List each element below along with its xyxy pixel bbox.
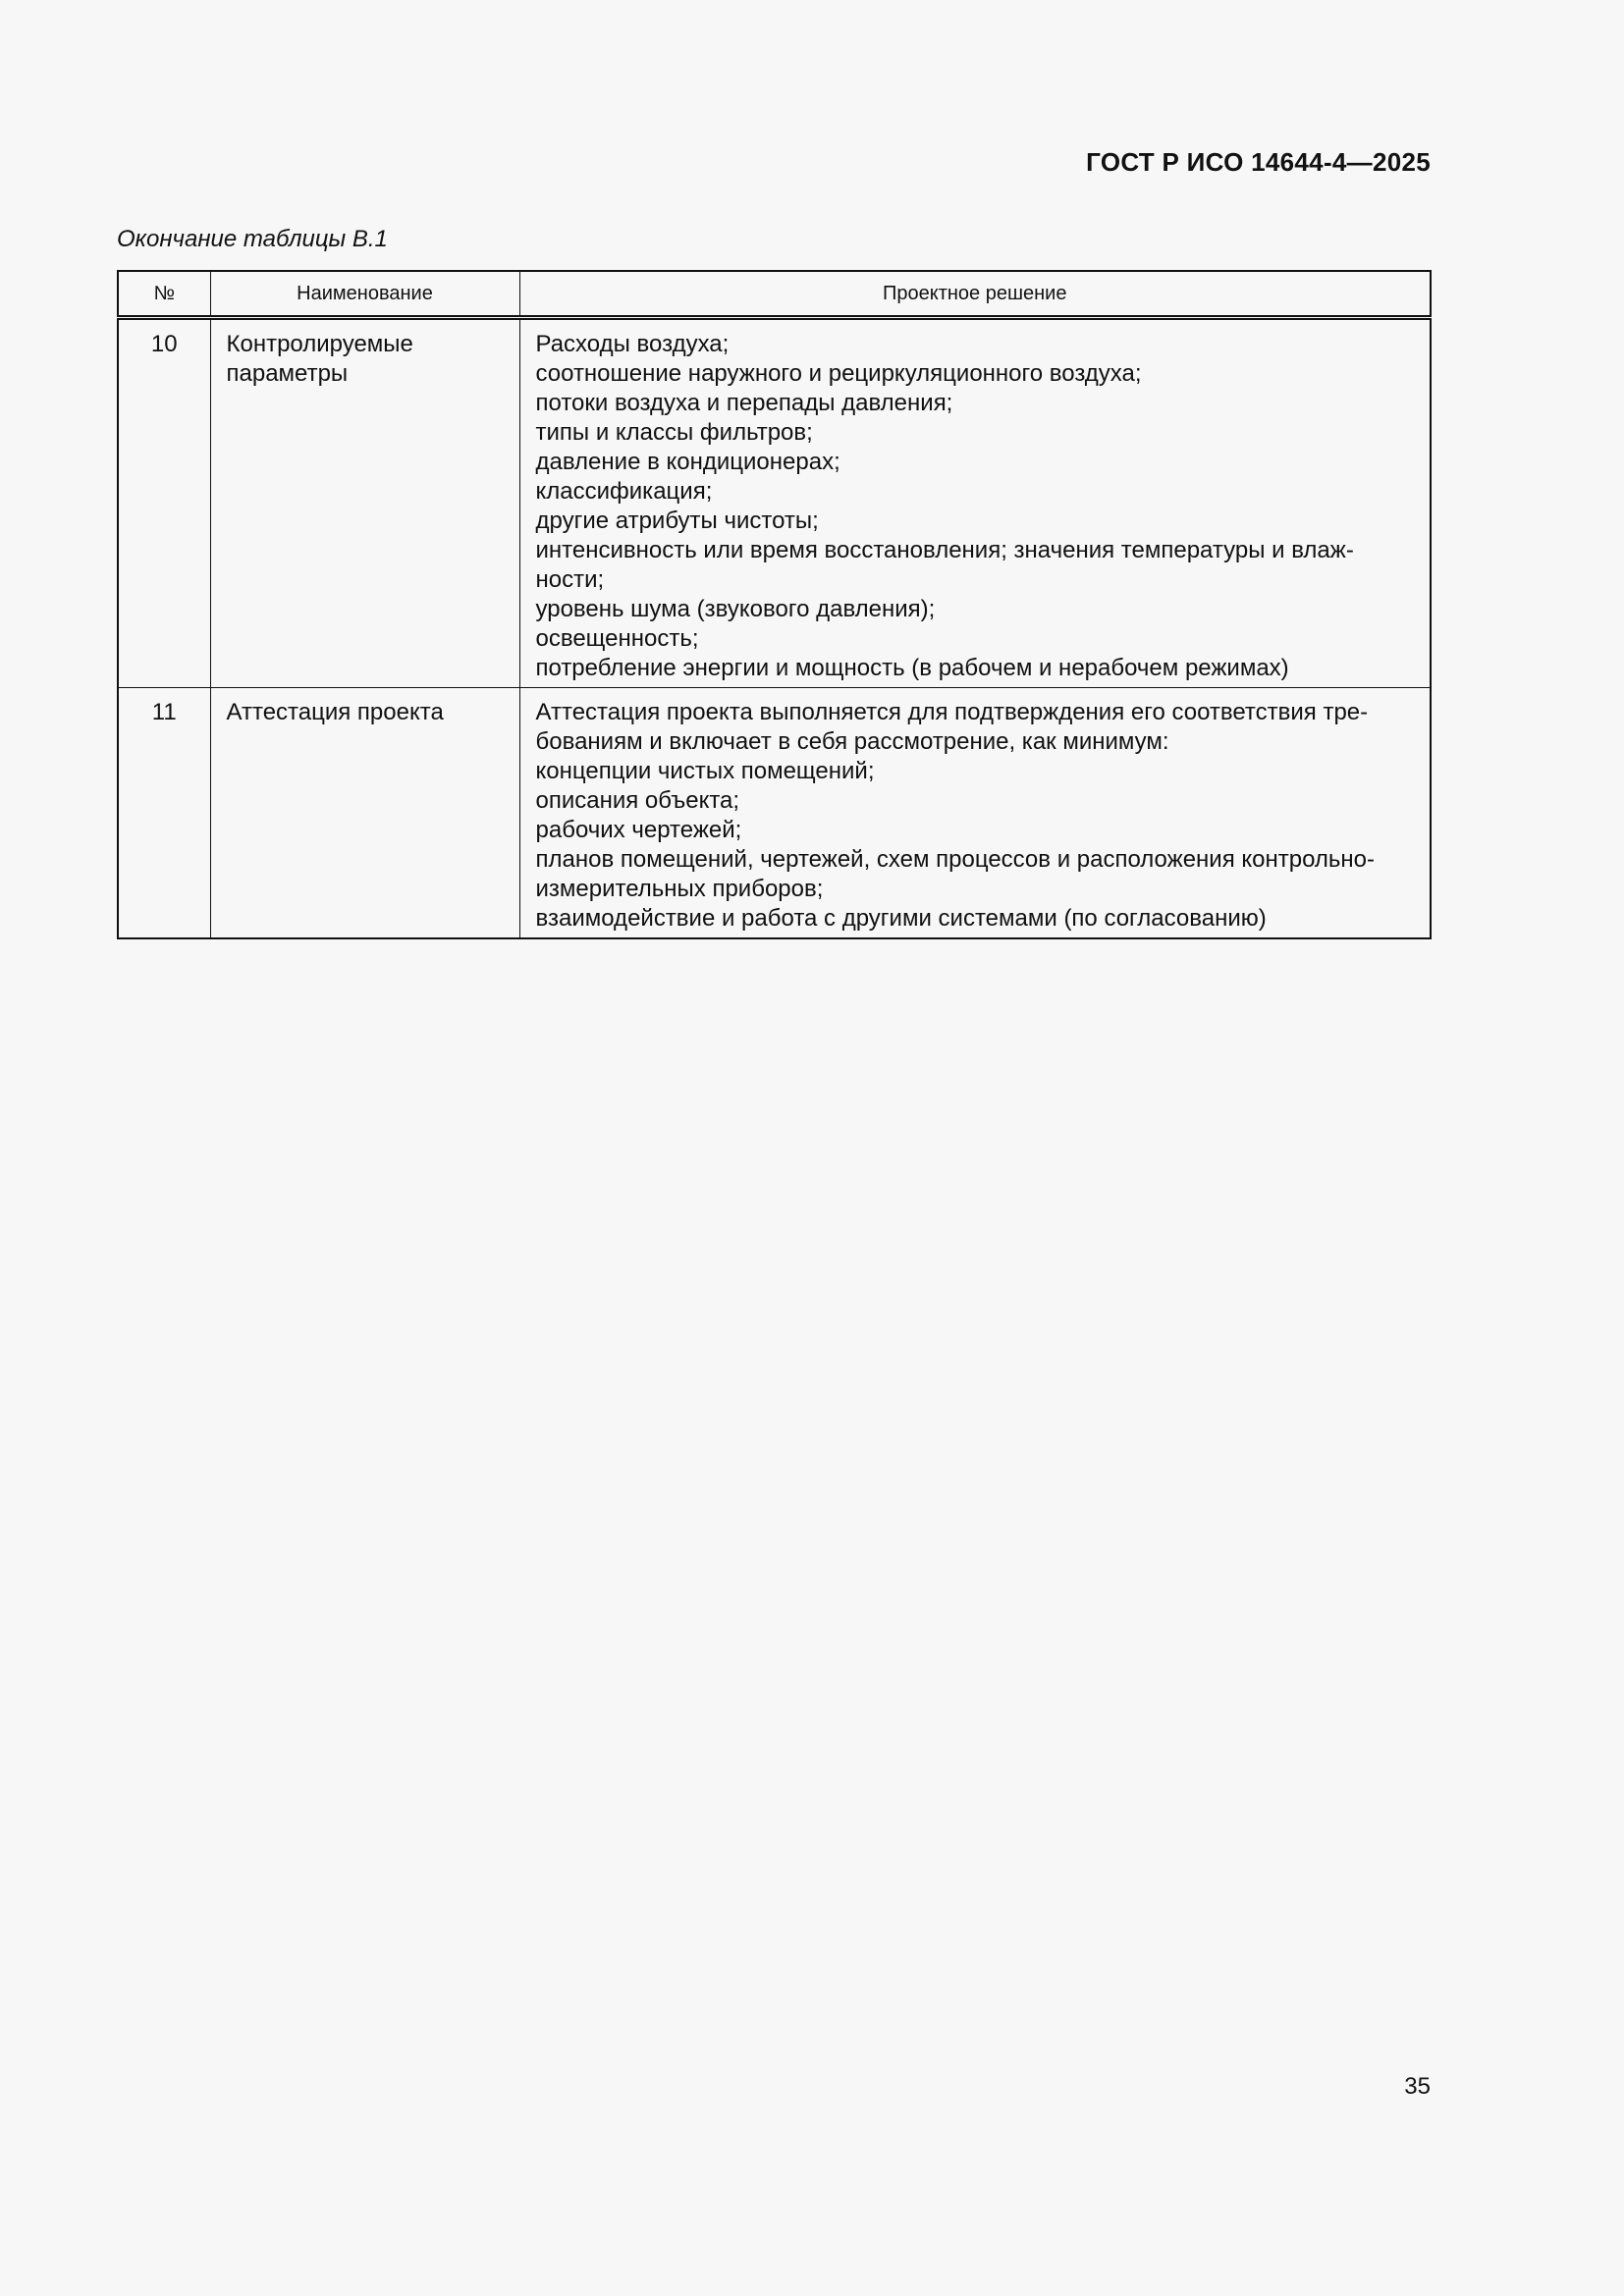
table-row bbox=[118, 318, 1431, 688]
row-solution-cell bbox=[519, 688, 1431, 939]
solution-line: Расходы воздуха; bbox=[535, 331, 730, 357]
solution-line: интенсивность или время восстановления; значения температуры и влаж- bbox=[535, 537, 1354, 563]
solution-line: потоки воздуха и перепады давления; bbox=[535, 390, 953, 416]
row-name-cell bbox=[210, 688, 519, 939]
column-header-number: № bbox=[118, 271, 210, 318]
solution-line: давление в кондиционерах; bbox=[535, 449, 840, 475]
solution-line: классификация; bbox=[535, 478, 713, 505]
solution-line: описания объекта; bbox=[535, 787, 740, 814]
solution-line: уровень шума (звукового давления); bbox=[535, 596, 936, 622]
table-row bbox=[118, 688, 1431, 939]
table-caption: Окончание таблицы В.1 bbox=[117, 226, 388, 252]
solution-line: планов помещений, чертежей, схем процессов и расположения контрольно- bbox=[535, 846, 1375, 873]
name-line: параметры bbox=[226, 360, 349, 387]
solution-line: измерительных приборов; bbox=[535, 876, 824, 902]
solution-line: другие атрибуты чистоты; bbox=[535, 507, 819, 534]
name-line: Аттестация проекта bbox=[226, 699, 444, 725]
solution-line: концепции чистых помещений; bbox=[535, 758, 875, 784]
table-header-row bbox=[118, 271, 1431, 318]
row-name-cell bbox=[210, 318, 519, 688]
solution-line: соотношение наружного и рециркуляционного воздуха; bbox=[535, 360, 1142, 387]
solution-line: типы и классы фильтров; bbox=[535, 419, 813, 446]
solution-line: Аттестация проекта выполняется для подтверждения его соответствия тре- bbox=[535, 699, 1369, 725]
row-number-cell: 11 bbox=[118, 688, 210, 939]
solution-line: рабочих чертежей; bbox=[535, 817, 742, 843]
solution-line: потребление энергии и мощность (в рабочем и нерабочем режимах) bbox=[535, 655, 1289, 681]
solution-line: бованиям и включает в себя рассмотрение, как минимум: bbox=[535, 728, 1169, 755]
column-header-name: Наименование bbox=[210, 271, 519, 318]
row-number-cell: 10 bbox=[118, 318, 210, 688]
column-header-solution: Проектное решение bbox=[519, 271, 1431, 318]
page-number: 35 bbox=[1404, 2073, 1431, 2100]
row-solution-cell bbox=[519, 318, 1431, 688]
solution-line: ности; bbox=[535, 566, 605, 593]
document-code: ГОСТ Р ИСО 14644-4—2025 bbox=[1086, 147, 1431, 177]
solution-line: освещенность; bbox=[535, 625, 699, 652]
design-solutions-table bbox=[117, 270, 1432, 939]
name-line: Контролируемые bbox=[226, 331, 413, 357]
solution-line: взаимодействие и работа с другими системами (по согласованию) bbox=[535, 905, 1267, 932]
